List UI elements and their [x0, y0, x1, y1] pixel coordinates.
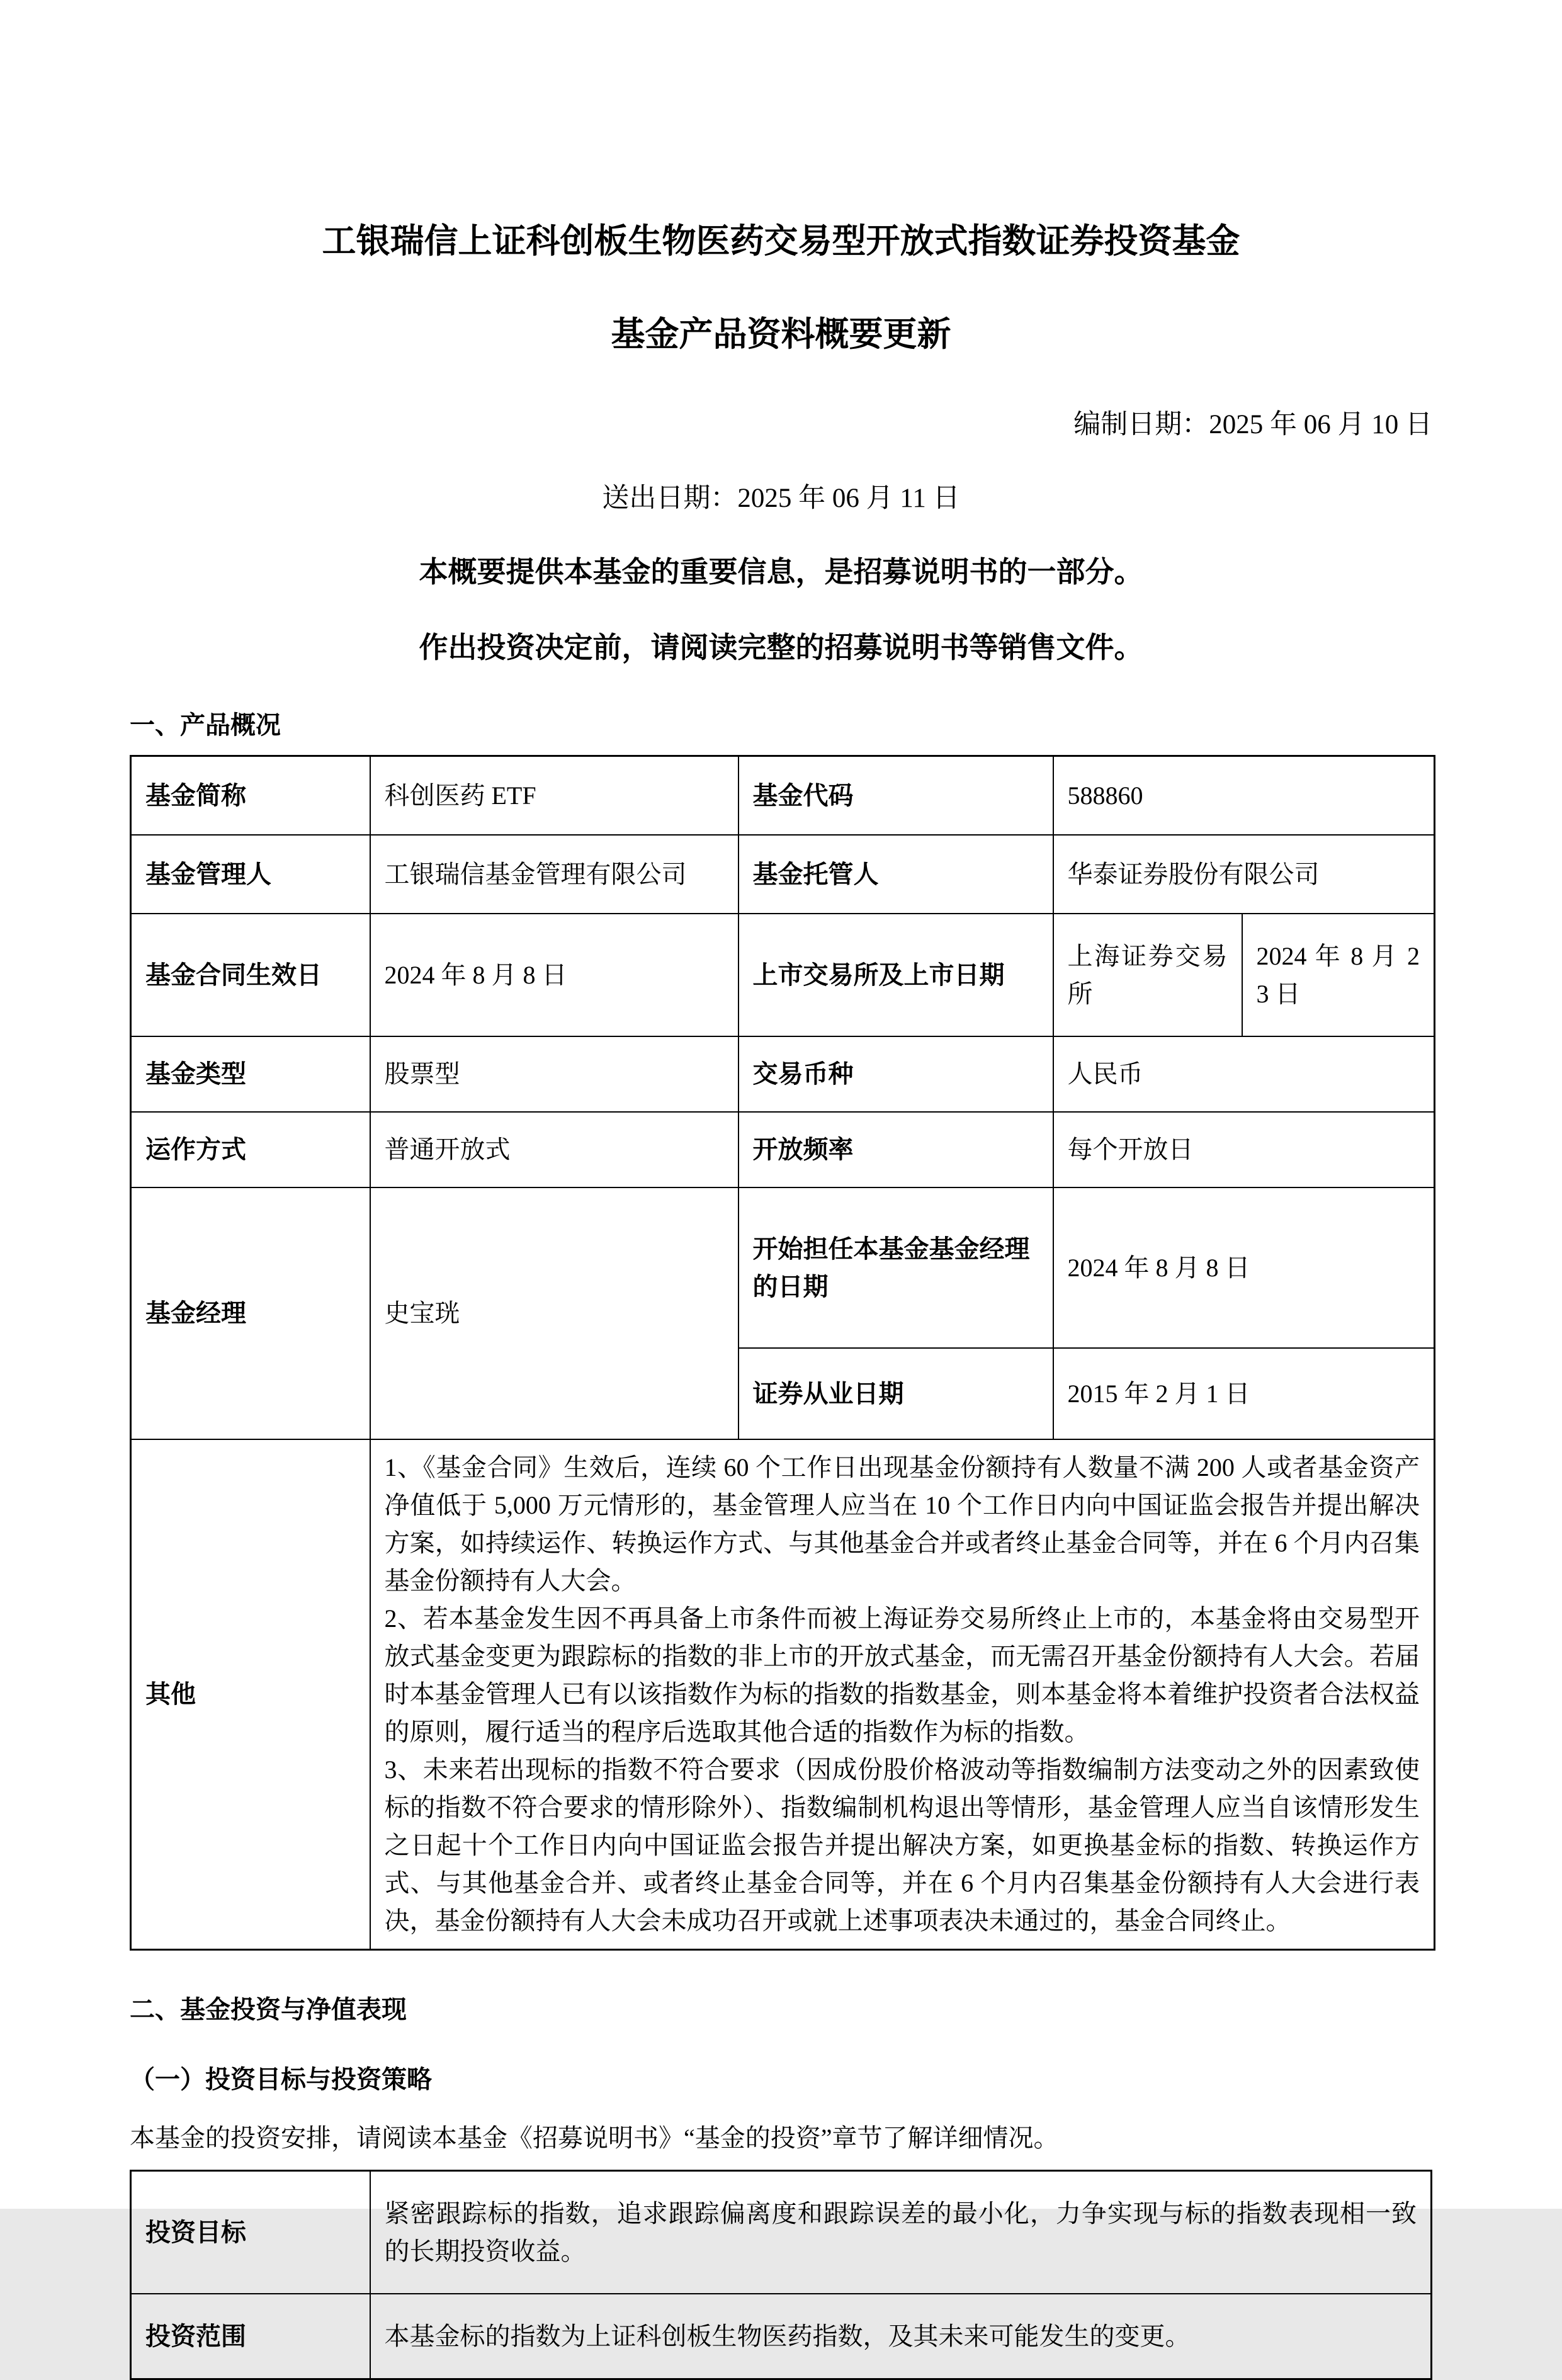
- investment-intro-text: 本基金的投资安排，请阅读本基金《招募说明书》“基金的投资”章节了解详细情况。: [130, 2124, 1059, 2153]
- other-paragraph-1: 1、《基金合同》生效后，连续 60 个工作日出现基金份额持有人数量不满 200 人或者基金资产净值低于 5,000 万元情形的，基金管理人应当在 10 个工作日内向中国证监会报告并提出解决方案，如持续运作、转换运作方式、与其他基金合并或者终止基金合同等，并在 6 个月内召集基金份额持有人大会。: [384, 1453, 1420, 1595]
- other-paragraph-2: 2、若本基金发生因不再具备上市条件而被上海证券交易所终止上市的，本基金将由交易型开放式基金变更为跟踪标的指数的非上市的开放式基金，而无需召开基金份额持有人大会。若届时本基金管理人已有以该指数作为标的指数的指数基金，则本基金将本着维护投资者合法权益的原则，履行适当的程序后选取其他合适的指数作为标的指数。: [384, 1604, 1420, 1747]
- table-row: [131, 914, 1435, 1036]
- prepared-date: 编制日期：2025 年 06 月 10 日: [1073, 410, 1432, 440]
- contract-effective-date-value: 2024 年 8 月 8 日: [370, 914, 739, 1036]
- fund-manager-company-value: 工银瑞信基金管理有限公司: [370, 835, 739, 914]
- contract-effective-date-label: 基金合同生效日: [131, 914, 370, 1036]
- investment-objective-label: 投资目标: [131, 2171, 370, 2294]
- fund-short-name-label: 基金简称: [131, 756, 370, 836]
- investment-objective-table: [130, 2170, 1432, 2380]
- table-row: [131, 756, 1435, 836]
- other-provisions-cell: [370, 1439, 1435, 1950]
- fund-short-name-value: 科创医药 ETF: [370, 756, 739, 836]
- trading-currency-value: 人民币: [1053, 1036, 1435, 1112]
- table-row: [131, 1187, 1435, 1348]
- table-row: [131, 2294, 1432, 2379]
- other-paragraph-3: 3、未来若出现标的指数不符合要求（因成份股价格波动等指数编制方法变动之外的因素致使标的指数不符合要求的情形除外）、指数编制机构退出等情形，基金管理人应当自该情形发生之日起十个工作日内向中国证监会报告并提出解决方案，如更换基金标的指数、转换运作方式、与其他基金合并、或者终止基金合同等，并在 6 个月内召集基金份额持有人大会进行表决，基金份额持有人大会未成功召开或就上述事项表决未通过的，基金合同终止。: [384, 1755, 1420, 1935]
- operation-mode-label: 运作方式: [131, 1112, 370, 1187]
- fund-custodian-label: 基金托管人: [739, 835, 1053, 914]
- table-row: [131, 1036, 1435, 1112]
- securities-career-date-label: 证券从业日期: [739, 1348, 1053, 1439]
- investment-objective-subheading: （一）投资目标与投资策略: [130, 2066, 432, 2094]
- fund-manager-name-value: 史宝珖: [370, 1187, 739, 1439]
- investment-scope-value: 本基金标的指数为上证科创板生物医药指数，及其未来可能发生的变更。: [370, 2294, 1432, 2379]
- other-label: 其他: [131, 1439, 370, 1950]
- fund-type-value: 股票型: [370, 1036, 739, 1112]
- notice-line2: 作出投资决定前，请阅读完整的招募说明书等销售文件。: [419, 631, 1143, 664]
- investment-objective-value: 紧密跟踪标的指数，追求跟踪偏离度和跟踪误差的最小化，力争实现与标的指数表现相一致的长期投资收益。: [370, 2171, 1432, 2294]
- doc-title-line2: 基金产品资料概要更新: [611, 315, 951, 354]
- manager-start-date-label: 开始担任本基金基金经理的日期: [739, 1187, 1053, 1348]
- table-row: [131, 1112, 1435, 1187]
- listing-exchange-date-label: 上市交易所及上市日期: [739, 914, 1053, 1036]
- table-row: [131, 1439, 1435, 1950]
- investment-scope-label: 投资范围: [131, 2294, 370, 2379]
- fund-custodian-value: 华泰证券股份有限公司: [1053, 835, 1435, 914]
- notice-line1: 本概要提供本基金的重要信息，是招募说明书的一部分。: [419, 555, 1143, 589]
- product-overview-table: [130, 755, 1435, 1951]
- fund-type-label: 基金类型: [131, 1036, 370, 1112]
- table-row: [131, 2171, 1432, 2294]
- securities-career-date-value: 2015 年 2 月 1 日: [1053, 1348, 1435, 1439]
- manager-start-date-value: 2024 年 8 月 8 日: [1053, 1187, 1435, 1348]
- table-row: [131, 835, 1435, 914]
- operation-mode-value: 普通开放式: [370, 1112, 739, 1187]
- fund-manager-company-label: 基金管理人: [131, 835, 370, 914]
- listing-date-value: 2024 年 8 月 23 日: [1242, 914, 1435, 1036]
- open-frequency-label: 开放频率: [739, 1112, 1053, 1187]
- sent-date: 送出日期：2025 年 06 月 11 日: [602, 484, 960, 514]
- trading-currency-label: 交易币种: [739, 1036, 1053, 1112]
- fund-code-label: 基金代码: [739, 756, 1053, 836]
- section-product-overview-heading: 一、产品概况: [130, 711, 281, 740]
- fund-manager-label: 基金经理: [131, 1187, 370, 1439]
- section-investment-heading: 二、基金投资与净值表现: [130, 1996, 407, 2024]
- listing-exchange-value: 上海证券交易所: [1053, 914, 1242, 1036]
- fund-code-value: 588860: [1053, 756, 1435, 836]
- open-frequency-value: 每个开放日: [1053, 1112, 1435, 1187]
- doc-title-line1: 工银瑞信上证科创板生物医药交易型开放式指数证券投资基金: [322, 222, 1240, 260]
